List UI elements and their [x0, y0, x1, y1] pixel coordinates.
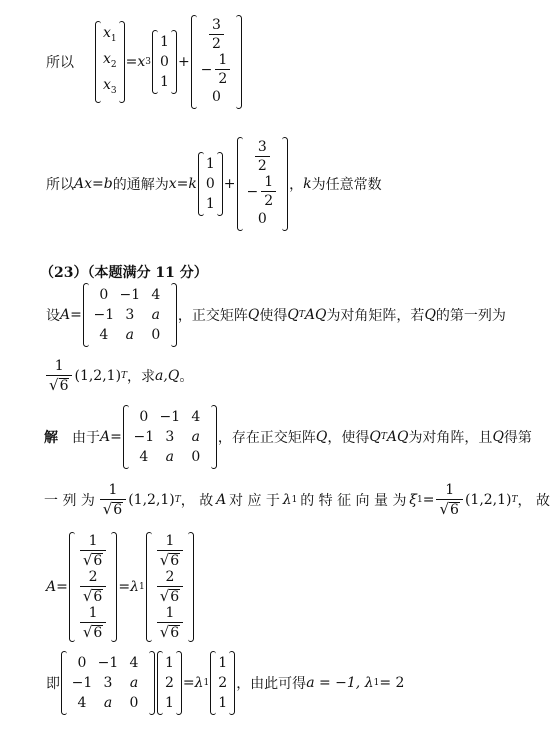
line-6-eigenvector: 一 列 为 1 √ 6 (1,2,1) T ， 故 A 对 应 于 λ 1 的 特 征 向 量 为 ξ 1 = 1 √ 6 (1,2,1) T ， 故 — [44, 482, 550, 518]
line-1-solution-vector: 所以 $x_1$ $x_2$ $x_3$ = x 3 1 0 1 + $\frac{3}{2}$ − $\frac{1}{2}$ 0 — [46, 10, 550, 114]
line-7-eigen-equation: A = 1 √ 6 2 √ 6 1 √ 6 = λ 1 1 √ 6 2 √ 6 1 √ 6 — [46, 526, 550, 648]
matrix-A-3: 0 −1 4 −1 3 a 4 a 0 — [61, 651, 155, 715]
matrix-x-vector: $x_1$ $x_2$ $x_3$ — [95, 21, 125, 102]
matrix-basis-vector: 1 0 1 — [152, 30, 177, 94]
problem-heading: （23）（本题满分 11 分） — [40, 265, 208, 281]
vector-121-left: 1 2 1 — [157, 651, 182, 715]
vector-xi-left: 1 √ 6 2 √ 6 1 √ 6 — [69, 532, 117, 642]
vector-xi-right: 1 √ 6 2 √ 6 1 √ 6 — [146, 532, 194, 642]
matrix-particular-vector-2: $\frac{3}{2}$ − $\frac{1}{2}$ 0 — [237, 137, 289, 231]
matrix-A: 0 −1 4 −1 3 a 4 a 0 — [83, 283, 177, 347]
vector-121-right: 1 2 1 — [210, 651, 235, 715]
text-suoyi: 所以 — [46, 55, 74, 71]
line-3-problem-statement: 设 A = 0 −1 4 −1 3 a 4 a 0 ，正交矩阵 Q 使得 Q T AQ 为对角矩阵，若 Q 的第一列为 — [46, 284, 550, 346]
matrix-particular-vector: $\frac{3}{2}$ − $\frac{1}{2}$ 0 — [191, 15, 243, 109]
line-5-solution-start: 解 由于 A = 0 −1 4 −1 3 a 4 a 0 ，存在正交矩阵 Q ，使得 Q T AQ 为对角阵，且 Q 得第 — [44, 406, 550, 468]
line-4-first-column: 1 √ 6 (1,2,1) T ，求 a,Q 。 — [44, 356, 550, 396]
matrix-basis-vector-2: 1 0 1 — [198, 152, 223, 216]
matrix-A-2: 0 −1 4 −1 3 a 4 a 0 — [123, 405, 217, 469]
line-2-general-solution: 所以 Ax = b 的通解为 x = k 1 0 1 + $\frac{3}{2}$ − $\frac{1}{2}$ 0 ， k 为任意常数 — [46, 130, 550, 238]
line-8-result: 即 0 −1 4 −1 3 a 4 a 0 1 2 1 = λ 1 1 2 1 ，由此可得 a = −1, λ 1 = 2 — [46, 652, 550, 714]
